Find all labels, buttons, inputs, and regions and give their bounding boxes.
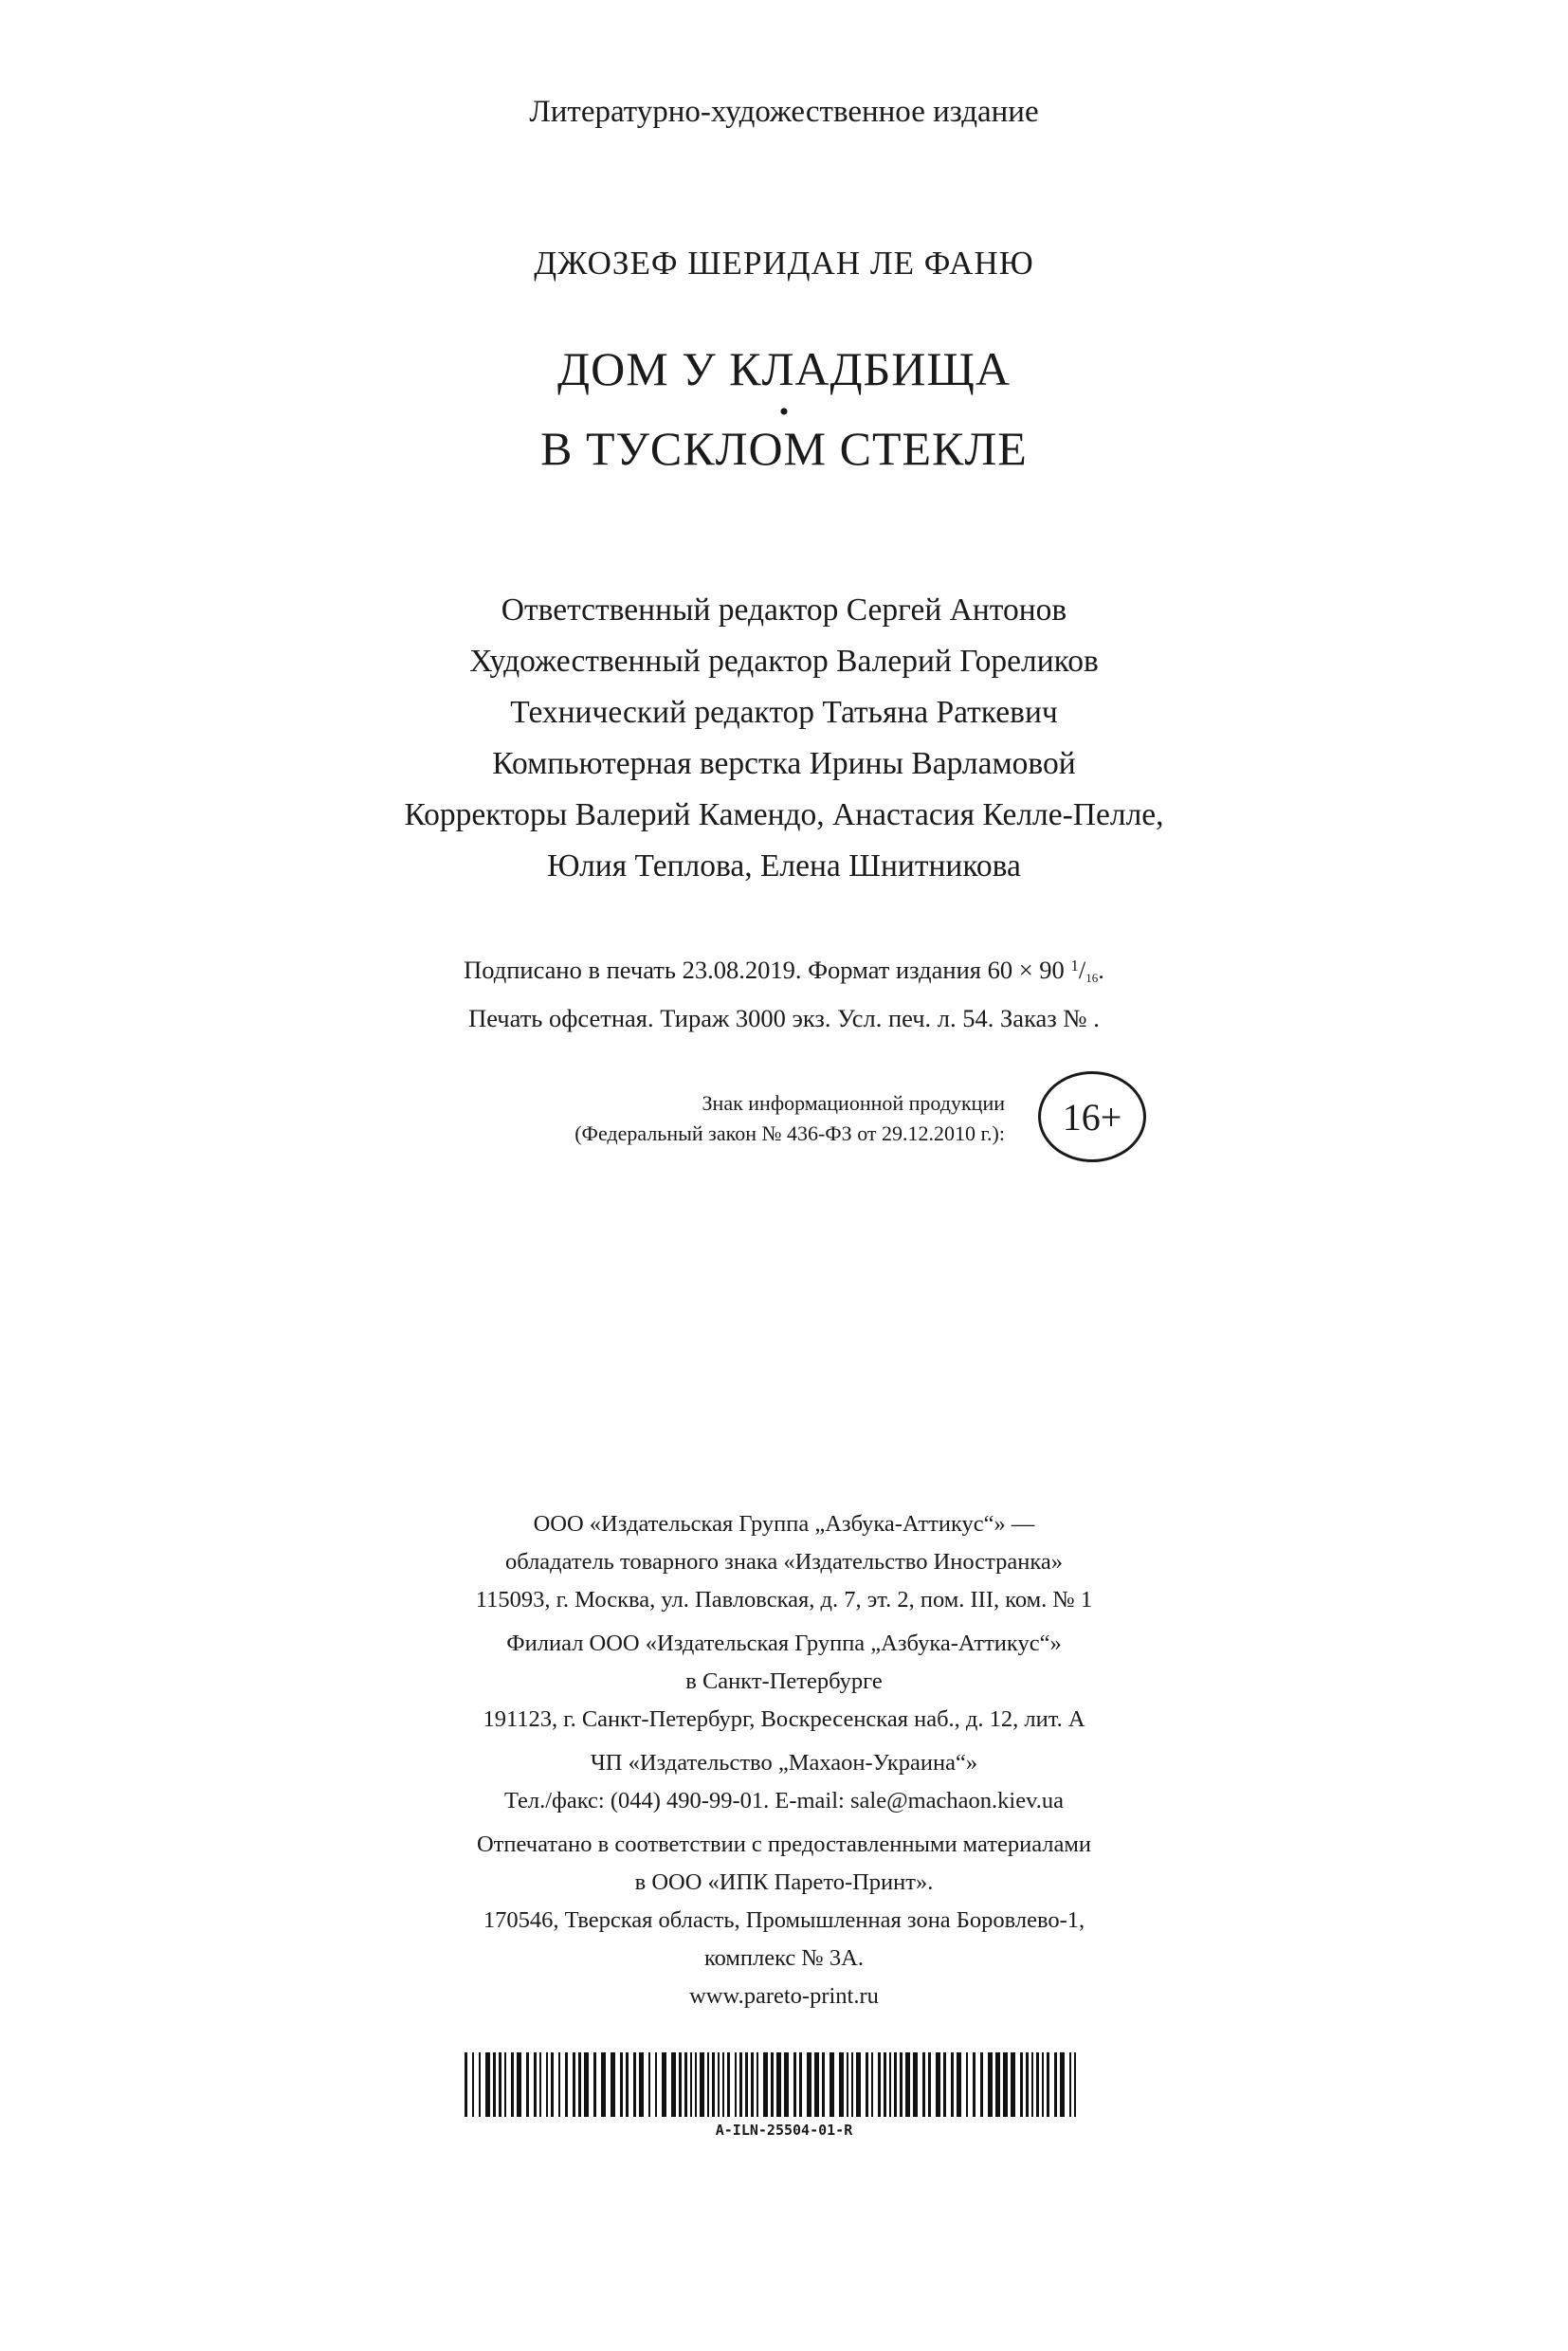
barcode-bar: [988, 2052, 993, 2117]
format-slash: /: [1078, 956, 1086, 984]
barcode-bar: [1026, 2052, 1029, 2117]
barcode-bar: [951, 2052, 954, 2117]
staff-line: Корректоры Валерий Камендо, Анастасия Келле-Пелле,: [404, 797, 1164, 832]
publisher-block: [0, 1826, 1568, 2015]
barcode-bar: [1074, 2052, 1076, 2117]
barcode-bar: [763, 2052, 768, 2117]
barcode-bar: [905, 2052, 910, 2117]
publisher-line: 115093, г. Москва, ул. Павловская, д. 7, эт. 2, пом. III, ком. № 1: [475, 1587, 1093, 1613]
publisher-line: 191123, г. Санкт-Петербург, Воскресенская наб., д. 12, лит. А: [483, 1706, 1085, 1732]
barcode-bar: [558, 2052, 560, 2117]
barcode-bar: [884, 2052, 886, 2117]
barcode-bar: [900, 2052, 903, 2117]
barcode-bar: [584, 2052, 589, 2117]
barcode-bar: [1042, 2052, 1044, 2117]
publisher-line: Отпечатано в соответствии с предоставленными материалами: [476, 1832, 1092, 1857]
barcode-bar: [551, 2052, 554, 2117]
barcode-bar: [1060, 2052, 1065, 2117]
print-info-line-2: Печать офсетная. Тираж 3000 экз. Усл. печ. л. 54. Заказ № .: [468, 1004, 1100, 1032]
barcode-bar: [601, 2052, 606, 2117]
barcode-bar: [648, 2052, 650, 2117]
barcode-bar: [839, 2052, 844, 2117]
barcode-bar: [499, 2052, 501, 2117]
barcode-bar: [1054, 2052, 1057, 2117]
barcode-bar: [995, 2052, 1000, 2117]
publisher-line: комплекс № 3А.: [703, 1945, 865, 1971]
barcode-bar: [1011, 2052, 1015, 2117]
barcode-bar: [847, 2052, 848, 2117]
barcode-bar: [565, 2052, 568, 2117]
barcode-bar: [718, 2052, 720, 2117]
barcode-bar: [504, 2052, 506, 2117]
barcode-bar: [894, 2052, 897, 2117]
barcode-bar: [633, 2052, 636, 2117]
barcode-bar: [814, 2052, 819, 2117]
publisher-line: www.pareto-print.ru: [689, 1983, 879, 2009]
barcode-bar: [871, 2052, 873, 2117]
barcode-bar: [662, 2052, 666, 2117]
publisher-block: [0, 1744, 1568, 1820]
barcode-bar: [539, 2052, 541, 2117]
print-info-line-1: [0, 946, 1568, 998]
barcode-bar: [479, 2052, 481, 2117]
staff-line: Художественный редактор Валерий Гореликов: [469, 644, 1099, 679]
barcode-bar: [771, 2052, 774, 2117]
publisher-line: в Санкт-Петербурге: [685, 1668, 883, 1694]
barcode-bar: [1031, 2052, 1033, 2117]
barcode-bar: [534, 2052, 537, 2117]
barcode-bar: [485, 2052, 490, 2117]
barcode-bar: [966, 2052, 968, 2117]
title-second: В ТУСКЛОМ СТЕКЛЕ: [540, 422, 1028, 475]
barcode-bar: [973, 2052, 975, 2117]
format-fraction: [1070, 956, 1098, 984]
info-mark-line-2: (Федеральный закон № 436-ФЗ от 29.12.2010 г.):: [574, 1121, 1005, 1145]
barcode-bar: [727, 2052, 730, 2117]
barcode-bar: [784, 2052, 789, 2117]
barcode-bar: [830, 2052, 834, 2117]
title-first: ДОМ У КЛАДБИЩА: [557, 342, 1011, 395]
publisher-line: Филиал ООО «Издательская Группа „Азбука-Аттикус“»: [506, 1631, 1062, 1656]
barcode-bar: [712, 2052, 715, 2117]
barcode-bar: [620, 2052, 623, 2117]
publisher-line: ЧП «Издательство „Махаон-Украина“»: [590, 1750, 978, 1776]
barcode-bar: [593, 2052, 596, 2117]
info-mark-line-1: Знак информационной продукции: [702, 1091, 1005, 1115]
barcode-bar: [793, 2052, 796, 2117]
publisher-line: ООО «Издательская Группа „Азбука-Аттикус“» —: [533, 1511, 1035, 1537]
barcode-bar: [626, 2052, 629, 2117]
barcode-bar: [1003, 2052, 1008, 2117]
barcode-bar: [751, 2052, 754, 2117]
barcode-bar: [745, 2052, 748, 2117]
barcode-bar: [922, 2052, 925, 2117]
barcode-bar: [889, 2052, 891, 2117]
author-name: ДЖОЗЕФ ШЕРИДАН ЛЕ ФАНЮ: [534, 245, 1034, 282]
barcode-bar: [936, 2052, 940, 2117]
age-rating-badge: 16+: [1038, 1071, 1146, 1162]
barcode-bar: [943, 2052, 946, 2117]
barcode-bar: [957, 2052, 961, 2117]
format-denominator: 16: [1085, 971, 1099, 985]
barcode-bar: [807, 2052, 811, 2117]
barcode-bar: [546, 2052, 548, 2117]
barcode-bar: [1036, 2052, 1039, 2117]
barcode-bar: [511, 2052, 514, 2117]
barcode-bar: [866, 2052, 868, 2117]
barcode-bar: [928, 2052, 931, 2117]
publisher-info: [0, 1505, 1568, 2021]
publisher-line: Тел./факс: (044) 490-99-01. E-mail: sale@machaon.kiev.ua: [503, 1788, 1065, 1813]
publisher-line: в ООО «ИПК Парето-Принт».: [634, 1869, 934, 1895]
print-info-end: .: [1098, 956, 1104, 984]
staff-line: Компьютерная верстка Ирины Варламовой: [492, 746, 1076, 781]
barcode-bar: [578, 2052, 581, 2117]
publisher-block: [0, 1505, 1568, 1619]
barcode-bar: [735, 2052, 737, 2117]
barcode-bar: [707, 2052, 709, 2117]
barcode-bar: [1020, 2052, 1023, 2117]
barcode-bar: [722, 2052, 724, 2117]
barcode-bar: [671, 2052, 676, 2117]
barcode-bar: [739, 2052, 742, 2117]
print-info-text: Подписано в печать 23.08.2019. Формат издания 60 × 90: [464, 956, 1071, 984]
barcode-bar: [493, 2052, 496, 2117]
barcode-bar: [684, 2052, 687, 2117]
barcode-bar: [611, 2052, 615, 2117]
format-numerator: 1: [1070, 957, 1079, 975]
barcode-bar: [465, 2052, 467, 2117]
genre-label: Литературно-художественное издание: [529, 95, 1039, 129]
barcode-bar: [851, 2052, 853, 2117]
publisher-line: обладатель товарного знака «Издательство Иностранка»: [504, 1549, 1064, 1575]
barcode-bar: [573, 2052, 575, 2117]
barcode-bar: [980, 2052, 983, 2117]
barcode: [465, 2052, 1087, 2117]
barcode-bar: [1069, 2052, 1071, 2117]
barcode-bar: [822, 2052, 825, 2117]
barcode-bar: [639, 2052, 644, 2117]
staff-credits: [0, 585, 1568, 892]
barcode-bar: [526, 2052, 529, 2117]
barcode-bar: [472, 2052, 474, 2117]
barcode-bar: [878, 2052, 881, 2117]
barcode-bar: [799, 2052, 802, 2117]
barcode-bar: [679, 2052, 682, 2117]
barcode-bar: [700, 2052, 704, 2117]
staff-line: Юлия Теплова, Елена Шнитникова: [547, 848, 1021, 884]
info-product-mark: [379, 1088, 1005, 1149]
barcode-bar: [655, 2052, 657, 2117]
barcode-bar: [517, 2052, 521, 2117]
staff-line: Ответственный редактор Сергей Антонов: [501, 592, 1067, 628]
barcode-bar: [690, 2052, 692, 2117]
barcode-bar: [757, 2052, 758, 2117]
publisher-block: [0, 1625, 1568, 1739]
barcode-label: A-ILN-25504-01-R: [715, 2122, 853, 2139]
barcode-bar: [776, 2052, 781, 2117]
print-info: [0, 946, 1568, 1038]
barcode-bar: [1047, 2052, 1049, 2117]
barcode-bar: [913, 2052, 918, 2117]
title-separator: •: [778, 396, 790, 428]
barcode-bar: [856, 2052, 861, 2117]
staff-line: Технический редактор Татьяна Раткевич: [510, 695, 1058, 730]
publisher-line: 170546, Тверская область, Промышленная зона Боровлево-1,: [483, 1907, 1085, 1933]
barcode-bar: [695, 2052, 697, 2117]
